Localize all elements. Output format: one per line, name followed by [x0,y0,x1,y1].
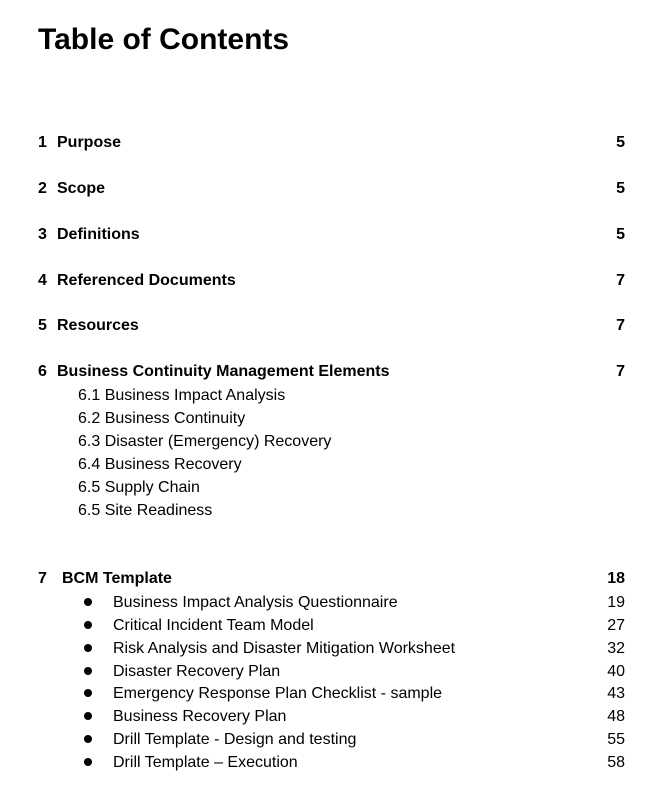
page-number: 58 [607,754,625,771]
toc-entry-bcm-template[interactable] [38,568,625,590]
section-number: 7 [38,570,47,587]
section-label: Referenced Documents [57,272,236,289]
toc-subentry-business-continuity[interactable]: 6.2 Business Continuity [78,410,246,427]
bullet-icon [84,621,92,629]
toc-entry-bcm-elements[interactable] [38,361,625,383]
template-label: Critical Incident Team Model [113,617,314,634]
page-number: 5 [616,180,625,197]
page-number: 32 [607,640,625,657]
section-label: Purpose [57,134,122,151]
toc-subentry-business-recovery[interactable]: 6.4 Business Recovery [78,456,242,473]
toc-subentry-site-readiness[interactable]: 6.5 Site Readiness [78,502,213,519]
section-label: Scope [57,180,106,197]
page-number: 48 [607,708,625,725]
toc-template-entry[interactable] [82,637,625,660]
template-label: Drill Template – Execution [113,754,298,771]
page-number: 55 [607,731,625,748]
template-label: Risk Analysis and Disaster Mitigation Worksheet [113,640,456,657]
page-number: 18 [607,570,625,587]
page-number: 7 [616,272,625,289]
bullet-icon [84,689,92,697]
bullet-icon [84,712,92,720]
section-number: 3 [38,226,47,243]
page-number: 5 [616,134,625,151]
template-label: Drill Template - Design and testing [113,731,357,748]
toc-entry-definitions[interactable] [38,224,625,246]
page-number: 27 [607,617,625,634]
section-label: Definitions [57,226,140,243]
toc-template-entry[interactable] [82,705,625,728]
template-label: Emergency Response Plan Checklist - sample [113,685,443,702]
toc-entry-referenced-documents[interactable] [38,270,625,292]
section-label: Resources [57,317,139,334]
template-label: Business Recovery Plan [113,708,287,725]
template-label: Disaster Recovery Plan [113,663,281,680]
toc-entry-resources[interactable] [38,315,625,337]
section-number: 4 [38,272,47,289]
section-number: 6 [38,363,47,380]
section-label: Business Continuity Management Elements [57,363,390,380]
page-number: 7 [616,317,625,334]
bullet-icon [84,758,92,766]
section-label: BCM Template [62,570,172,587]
page-number: 5 [616,226,625,243]
page-number: 40 [607,663,625,680]
toc-entry-scope[interactable] [38,178,625,200]
section-number: 1 [38,134,47,151]
bullet-icon [84,644,92,652]
bullet-icon [84,667,92,675]
bullet-icon [84,598,92,606]
toc-template-entry[interactable] [82,682,625,705]
page-number: 7 [616,363,625,380]
toc-template-entry[interactable] [82,614,625,637]
toc-subentry-supply-chain[interactable]: 6.5 Supply Chain [78,479,200,496]
section-number: 5 [38,317,47,334]
toc-template-entry[interactable] [82,728,625,751]
page-title: Table of Contents [38,23,290,56]
toc-entry-purpose[interactable] [38,132,625,154]
section-number: 2 [38,180,47,197]
toc-template-entry[interactable] [82,591,625,614]
template-label: Business Impact Analysis Questionnaire [113,594,398,611]
toc-template-entry[interactable] [82,751,625,774]
page-number: 43 [607,685,625,702]
toc-template-entry[interactable] [82,660,625,683]
toc-subentry-disaster-recovery[interactable]: 6.3 Disaster (Emergency) Recovery [78,433,332,450]
page-number: 19 [607,594,625,611]
bullet-icon [84,735,92,743]
toc-subentry-business-impact-analysis[interactable]: 6.1 Business Impact Analysis [78,387,286,404]
